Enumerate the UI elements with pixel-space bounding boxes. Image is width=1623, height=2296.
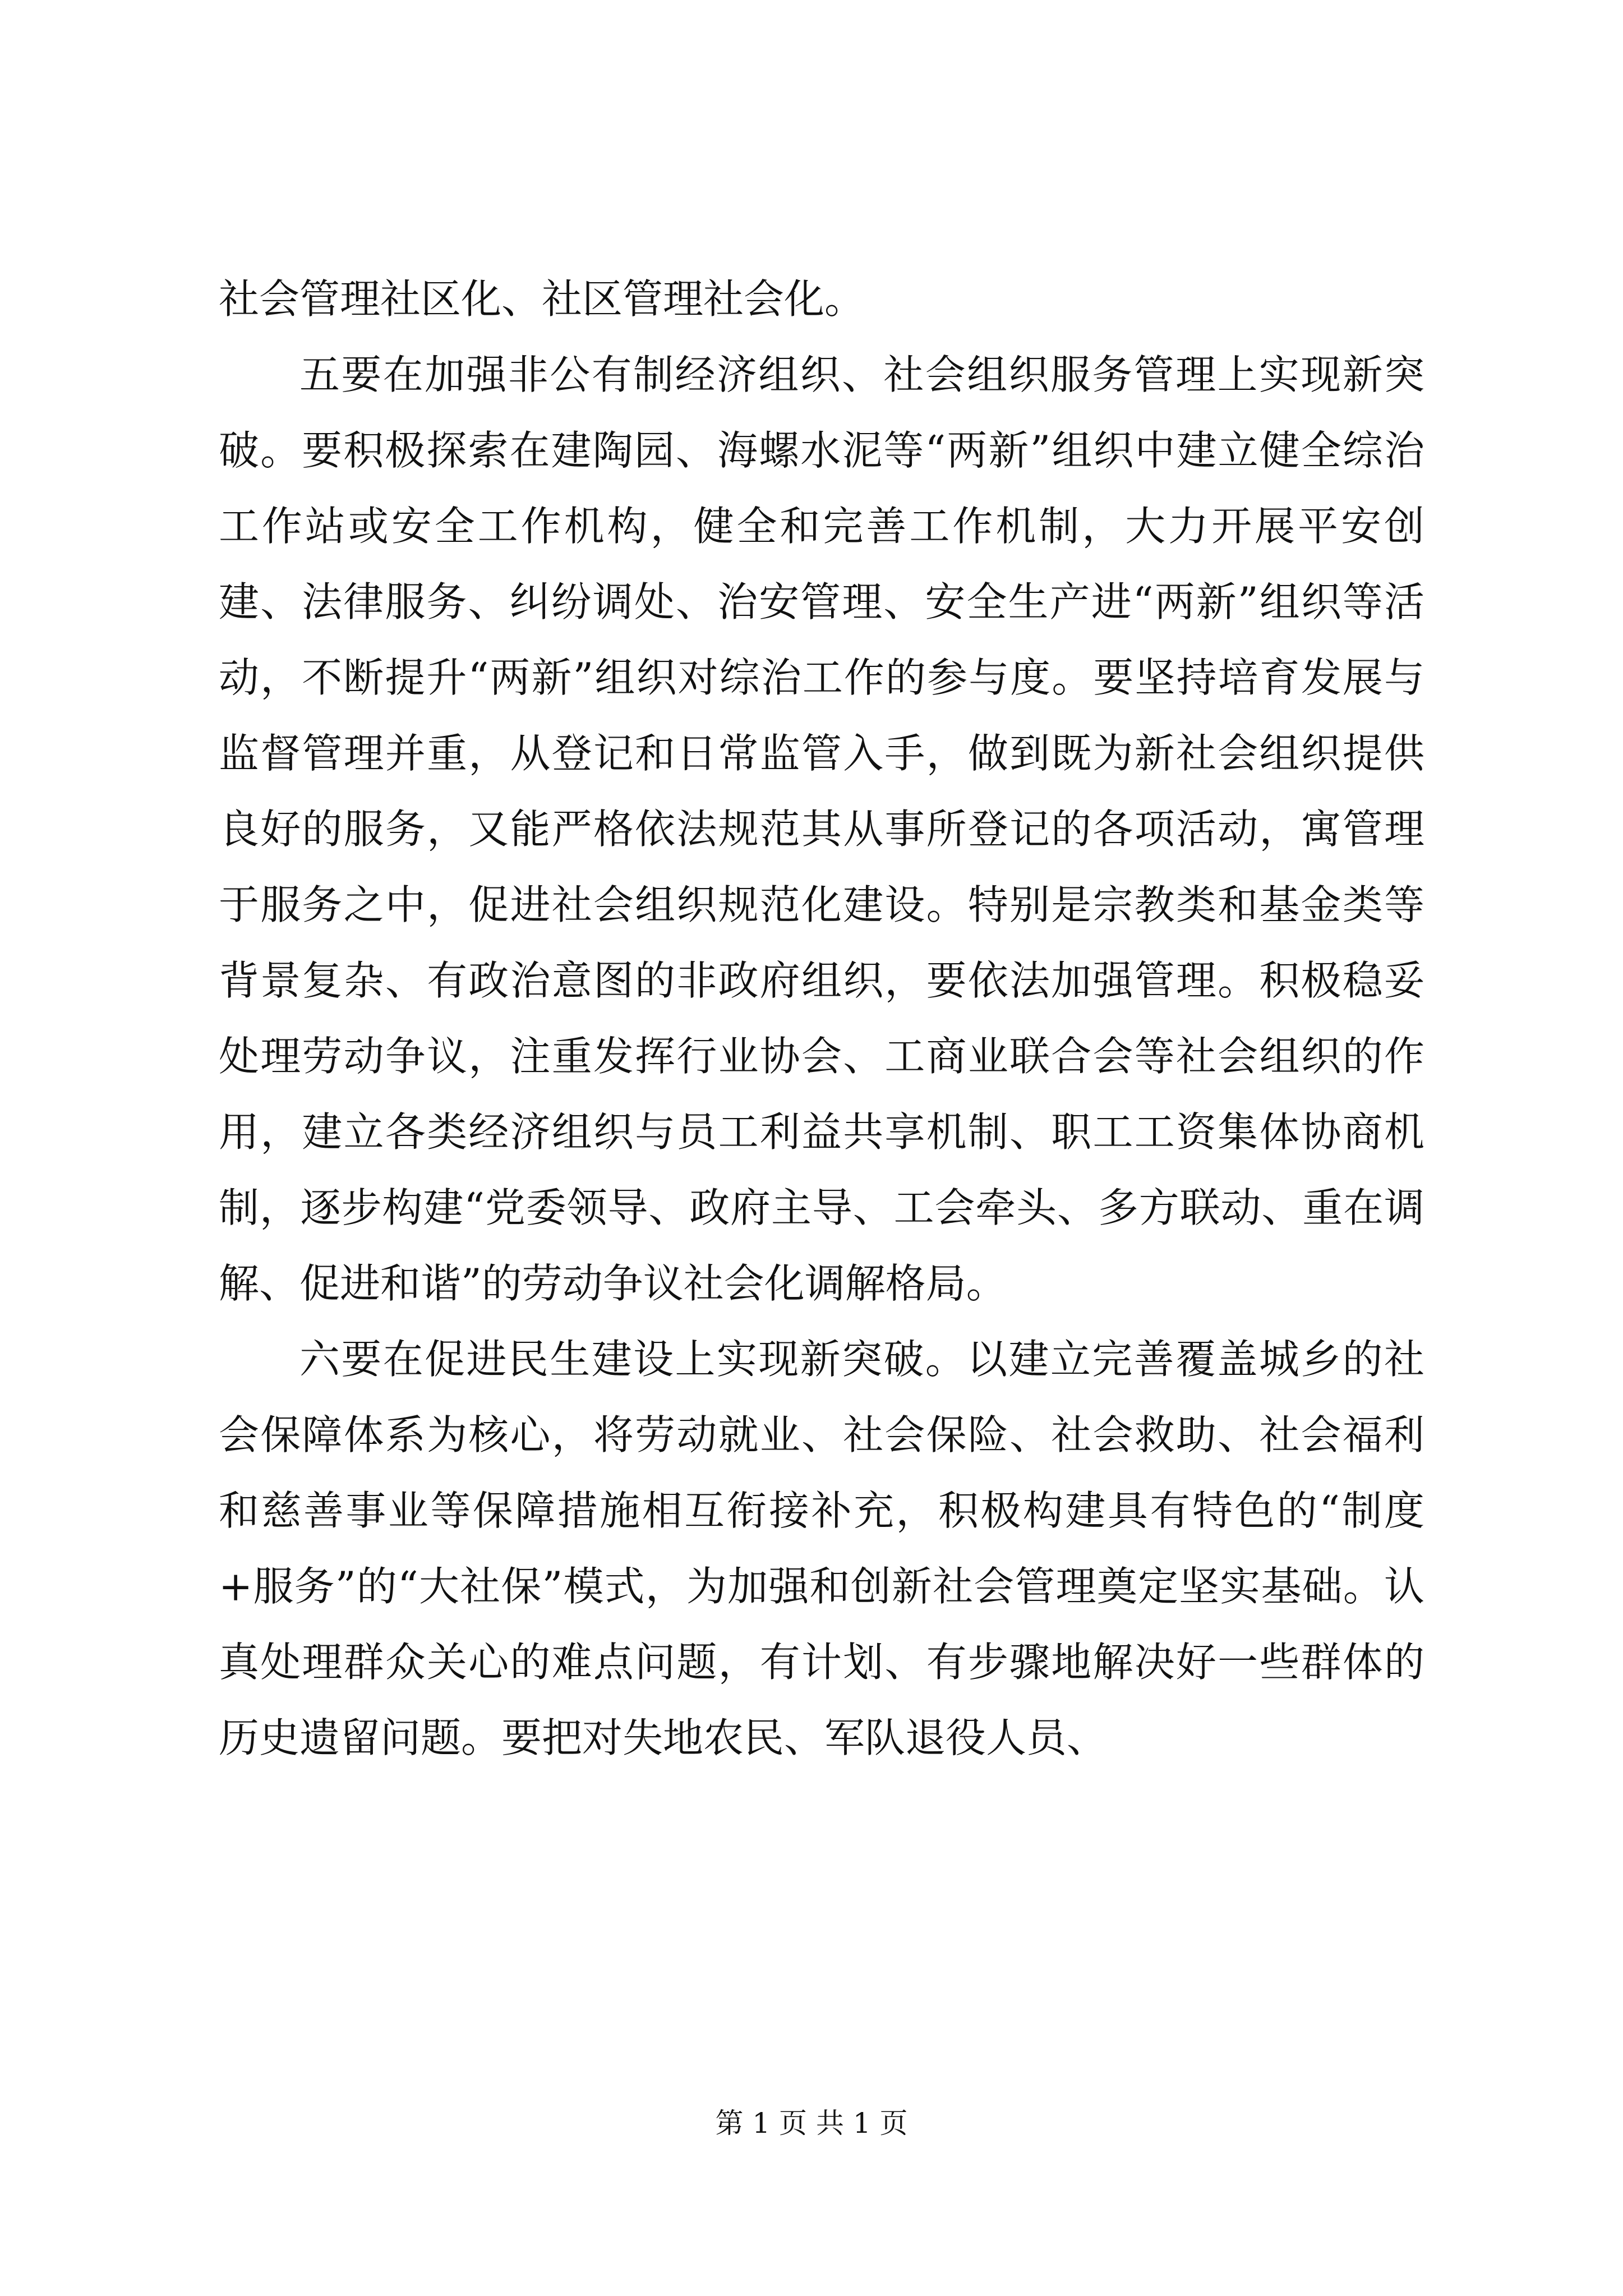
paragraph-section-six: 六要在促进民生建设上实现新突破。以建立完善覆盖城乡的社会保障体系为核心，将劳动就业、社会保险、社会救助、社会福利和慈善事业等保障措施相互衔接补充，积极构建具有特色的“制度+服务”的“大社保”模式，为加强和创新社会管理奠定坚实基础。认真处理群众关心的难点问题，有计划、有步骤地解决好一些群体的历史遗留问题。要把对失地农民、军队退役人员、 xyxy=(219,1336,1424,1761)
page-footer: 第 1 页 共 1 页 xyxy=(715,2107,908,2139)
paragraph-continuation: 社会管理社区化、社区管理社会化。 xyxy=(219,275,865,323)
paragraph-section-five: 五要在加强非公有制经济组织、社会组织服务管理上实现新突破。要积极探索在建陶园、海螺水泥等“两新”组织中建立健全综治工作站或安全工作机构，健全和完善工作机制，大力开展平安创建、法律服务、纠纷调处、治安管理、安全生产进“两新”组织等活动，不断提升“两新”组织对综治工作的参与度。要坚持培育发展与监督管理并重，从登记和日常监管入手，做到既为新社会组织提供良好的服务，又能严格依法规范其从事所登记的各项活动，寓管理于服务之中，促进社会组织规范化建设。特别是宗教类和基金类等背景复杂、有政治意图的非政府组织，要依法加强管理。积极稳妥处理劳动争议，注重发挥行业协会、工商业联合会等社会组织的作用，建立各类经济组织与员工利益共享机制、职工工资集体协商机制，逐步构建“党委领导、政府主导、工会牵头、多方联动、重在调解、促进和谐”的劳动争议社会化调解格局。 xyxy=(219,351,1424,1307)
document-body xyxy=(219,261,1424,1776)
